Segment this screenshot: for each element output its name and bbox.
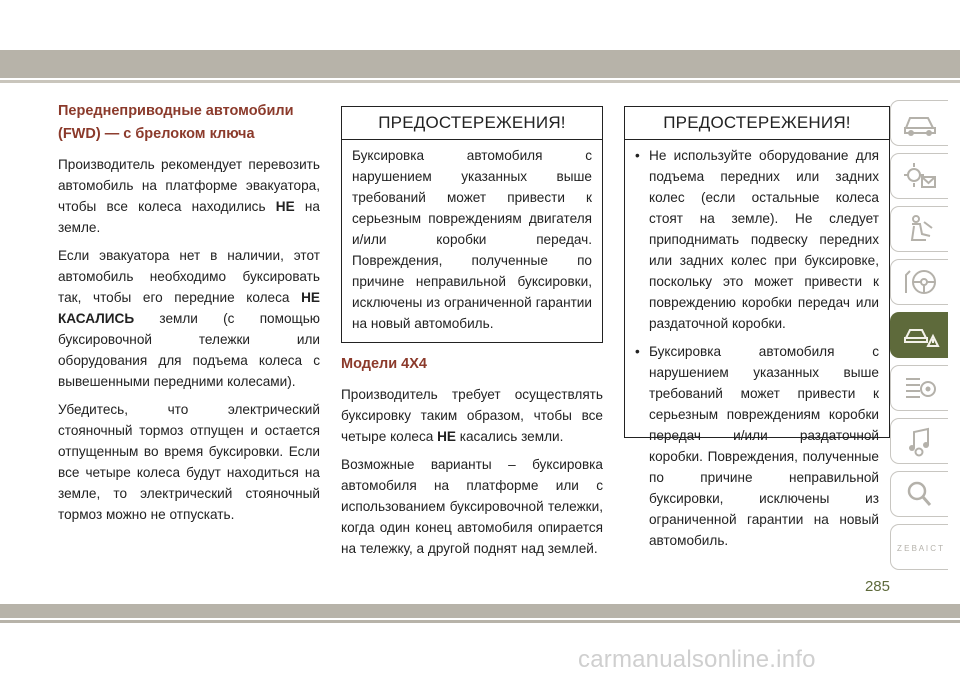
paragraph-recommend: Производитель рекомендует перевозить автомобиль на платформе эвакуатора, чтобы все колеса находились НЕ на земле. bbox=[58, 157, 320, 235]
warning-bullet-1: • Не используйте оборудование для подъема передних или задних колес (если остальные колеса стоят на земле). Не следует приподнимать подвеску передних или задних колес при буксировке, поскольку это может привести к повреждению коробки передач или раздаточной коробки. bbox=[635, 145, 879, 334]
warning-box-2 bbox=[624, 106, 890, 548]
paragraph-4x4-options: Возможные варианты – буксировка автомобиля на платформе или с использованием буксировочной тележки, когда один конец автомобиля опирается на тележку, а другой поднят над землей. bbox=[341, 457, 603, 556]
tab-warning-lights[interactable] bbox=[890, 153, 948, 199]
bottom-band bbox=[0, 604, 960, 618]
chapter-tabs bbox=[890, 100, 948, 577]
bottom-band-line bbox=[0, 620, 960, 623]
seat-icon bbox=[902, 214, 938, 244]
warning-title-2: ПРЕДОСТЕРЕЖЕНИЯ! bbox=[625, 107, 889, 140]
watermark: carmanualsonline.info bbox=[578, 646, 816, 673]
search-icon bbox=[902, 479, 938, 509]
tab-multimedia[interactable] bbox=[890, 418, 948, 464]
column-warnings bbox=[624, 100, 890, 548]
hazard-icon bbox=[902, 320, 938, 350]
section-heading-fwd bbox=[58, 100, 320, 146]
paragraph-4x4-requirement: Производитель требует осуществлять буксировку таким образом, чтобы все четыре колеса НЕ касались земли. bbox=[341, 387, 603, 444]
warning-box-1 bbox=[341, 106, 603, 343]
svg-text:Z E B A I C T: Z E B A I C T bbox=[896, 544, 943, 553]
multimedia-icon bbox=[902, 426, 938, 456]
warning-lights-icon bbox=[902, 161, 938, 191]
heading-line-2: (FWD) — с брелоком ключа bbox=[58, 126, 255, 142]
steering-wheel-icon bbox=[902, 267, 938, 297]
service-icon bbox=[902, 373, 938, 403]
column-fwd bbox=[58, 100, 320, 532]
page-number: 285 bbox=[864, 578, 890, 595]
tab-safety[interactable] bbox=[890, 206, 948, 252]
warning-text: Буксировка автомобиля с нарушением указанных выше требований может привести к серьезным повреждениям двигателя и/или коробки передач. Повреждения, полученные по причине неправильной буксировки, исключены из ограниченной гарантии на новый автомобиль. bbox=[352, 148, 592, 331]
tab-driving[interactable] bbox=[890, 259, 948, 305]
index-icon bbox=[896, 532, 943, 562]
paragraph-parking-brake: Убедитесь, что электрический стояночный тормоз отпущен и остается отпущенным во время буксировки. Если все четыре колеса будут находиться на земле, то электрический стояночный тормоз можно не отпускать. bbox=[58, 402, 320, 522]
warning-bullet-2: • Буксировка автомобиля с нарушением указанных выше требований может привести к серьезным повреждениям коробки передач и/или раздаточной коробки. Повреждения, полученные по причине неправильной буксировки, исключены из ограниченной гарантии на новый автомобиль. bbox=[635, 341, 879, 551]
warning-title: ПРЕДОСТЕРЕЖЕНИЯ! bbox=[342, 107, 602, 140]
tab-car[interactable] bbox=[890, 100, 948, 146]
tab-index[interactable] bbox=[890, 524, 948, 570]
car-icon bbox=[902, 108, 938, 138]
tab-emergency[interactable] bbox=[890, 312, 948, 358]
column-4x4 bbox=[341, 100, 603, 566]
tab-search[interactable] bbox=[890, 471, 948, 517]
section-heading-4x4: Модели 4X4 bbox=[341, 356, 427, 372]
warning-list bbox=[625, 140, 889, 566]
paragraph-no-tow-truck: Если эвакуатора нет в наличии, этот автомобиль необходимо буксировать так, чтобы его передние колеса НЕ КАСАЛИСЬ земли (с помощью буксировочной тележки или оборудования для подъема колеса с вывешенными передними колесами). bbox=[58, 248, 320, 389]
heading-line-1: Переднеприводные автомобили bbox=[58, 103, 294, 119]
tab-service[interactable] bbox=[890, 365, 948, 411]
top-band-line bbox=[0, 80, 960, 83]
top-band bbox=[0, 50, 960, 78]
